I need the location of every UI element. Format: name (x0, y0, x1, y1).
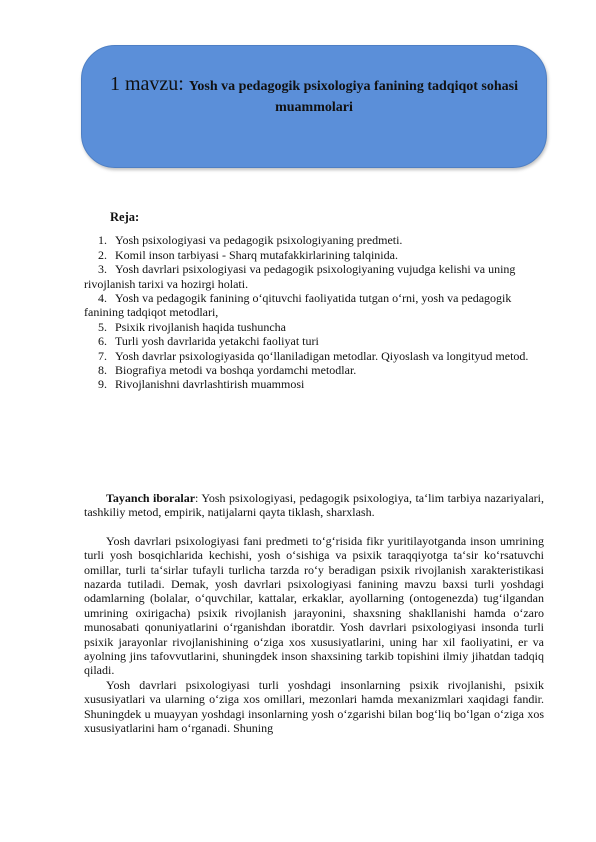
keywords-label: Tayanch iboralar (106, 491, 196, 505)
plan-item-text: Komil inson tarbiyasi - Sharq mutafakkirlarining talqinida. (115, 247, 398, 262)
plan-item-text: Psixik rivojlanish haqida tushuncha (115, 319, 286, 334)
plan-section (84, 210, 544, 392)
topic-number: 1 mavzu: (110, 73, 189, 95)
plan-item-text: Yosh psixologiyasi va pedagogik psixologiyaning predmeti. (115, 233, 403, 248)
plan-item-number: 2. (98, 247, 107, 262)
plan-item (84, 248, 544, 262)
plan-item-number: 9. (98, 377, 107, 392)
body-text (84, 491, 544, 736)
plan-item-text: Biografiya metodi va boshqa yordamchi metodlar. (115, 363, 357, 378)
plan-item (84, 349, 544, 363)
plan-item (84, 320, 544, 334)
plan-item-number: 3. (98, 262, 107, 277)
plan-item-text: Yosh davrlari psixologiyasi va pedagogik psixologiyaning vujudga kelishi va uning rivojlanish tarixi va hozirgi holati. (84, 262, 516, 291)
keywords-paragraph (84, 491, 544, 520)
plan-item-text: Rivojlanishni davrlashtirish muammosi (115, 377, 305, 392)
plan-item-text: Yosh va pedagogik fanining o‘qituvchi faoliyatida tutgan o‘rni, yosh va pedagogik fanining tadqiqot metodlari, (84, 291, 512, 320)
plan-item-number: 8. (98, 363, 107, 378)
topic-title: Yosh va pedagogik psixologiya fanining tadqiqot sohasi muammolari (188, 79, 518, 115)
plan-item-text: Yosh davrlar psixologiyasida qo‘llaniladigan metodlar. Qiyoslash va longityud metod. (115, 348, 529, 363)
plan-item (84, 334, 544, 348)
plan-item (84, 233, 544, 247)
plan-item-number: 6. (98, 334, 107, 349)
plan-item-number: 1. (98, 233, 107, 248)
plan-item-number: 5. (98, 319, 107, 334)
plan-item (84, 291, 544, 320)
plan-item (84, 262, 544, 291)
plan-item (84, 363, 544, 377)
keywords-text: : Yosh psixologiyasi, pedagogik psixologiya, ta‘lim tarbiya nazariyalari, tashkiliy metod, empirik, natijalarni qayta tiklash, sharxlash. (84, 491, 544, 520)
plan-list (84, 233, 544, 391)
plan-item-number: 4. (98, 291, 107, 306)
plan-heading: Reja: (110, 210, 140, 224)
plan-item-text: Turli yosh davrlarida yetakchi faoliyat turi (115, 334, 319, 349)
body-paragraph: Yosh davrlari psixologiyasi fani predmeti to‘g‘risida fikr yuritilayotganda inson umrining turli yosh bosqichlarida kechishi, yosh o‘sishiga va psixik taraqqiyotga ta‘sir ko‘rsatuvchi omillar, turli ta‘sirlar tufayli turlicha tarzda ro‘y beradigan psixik rivojlanish xarakteristikasi nazarda tutiladi. Demak, yosh davrlari psixologiyasi fanining mavzu baxsi turli yoshdagi odamlarning (bolalar, o‘quvchilar, kattalar, erkaklar, ayollarning (ontogenezda) tug‘ilgandan umrining oxirigacha) psixik rivojlanish jarayonini, shaxsning shakllanishi hamda o‘zaro munosabati qonuniyatlarini o‘rganishdan iboratdir. Yosh davrlari psixologiyasi insonda turli psixik jarayonlar rivojlanishining o‘ziga xos xususiyatlarini, uning har xil faoliyatini, er va ayolning jins tafovvutlarini, shuningdek inson shaxsining tarkib topishini ilmiy jihatdan tadqiq qiladi. (84, 533, 544, 678)
plan-item-number: 7. (98, 348, 107, 363)
topic-heading (82, 74, 546, 118)
topic-banner (81, 45, 547, 168)
plan-item (84, 377, 544, 391)
body-paragraph: Yosh davrlari psixologiyasi turli yoshdagi insonlarning psixik rivojlanishi, psixik xususiyatlari va ularning o‘ziga xos omillari, mezonlari hamda mexanizmlari xaqidagi fandir. Shuningdek u muayyan yoshdagi insonlarning yosh o‘zgarishi bilan bog‘liq bo‘lgan o‘ziga xos xususiyatlarini ham o‘rganadi. Shuning (84, 677, 544, 736)
